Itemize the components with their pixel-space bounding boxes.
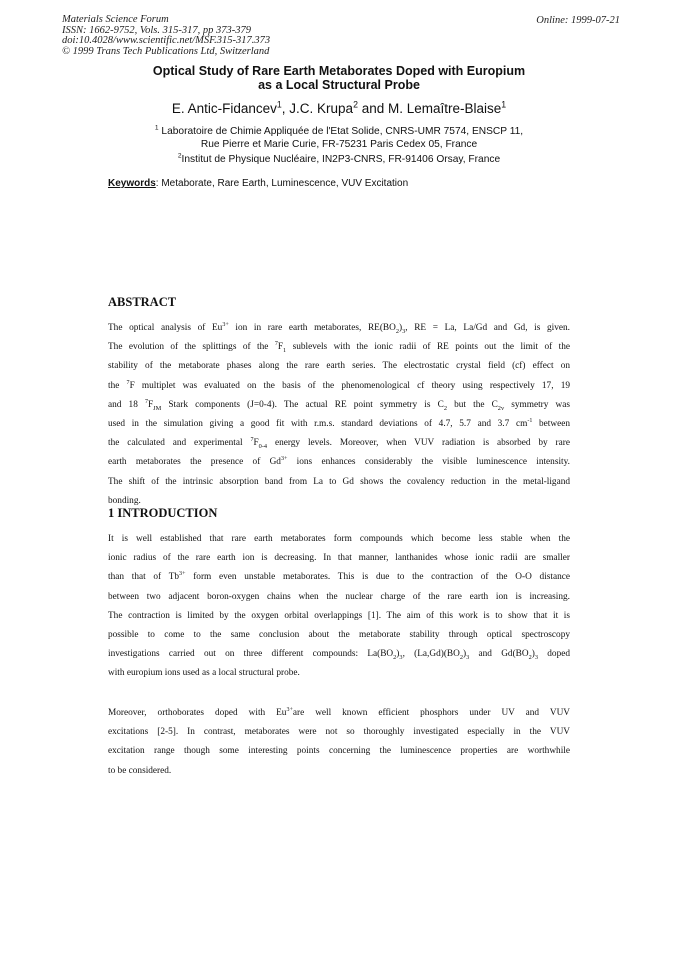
issn-line: ISSN: 1662-9752, Vols. 315-317, pp 373-379 (62, 24, 251, 36)
affiliation-marker: 1 (276, 99, 282, 110)
affiliation-text: Laboratoire de Chimie Appliquée de l'Etat Solide, CNRS-UMR 7574, ENSCP 11, (161, 126, 524, 137)
journal-name: Materials Science Forum (62, 14, 169, 25)
text-line: excitations [2-5]. In contrast, metaborates were not so thoroughly investigated especially in the VUV (108, 727, 570, 738)
affiliation-text: Institut de Physique Nucléaire, IN2P3-CNRS, FR-91406 Orsay, France (181, 154, 501, 165)
author-separator: and (357, 101, 388, 116)
online-date: Online: 1999-07-21 (536, 15, 620, 26)
affiliation-marker: 2 (353, 99, 358, 110)
publication-info (62, 15, 270, 57)
text-line: The shift of the intrinsic absorption band from La to Gd shows the covalency reduction in the metal-ligand (108, 476, 570, 487)
text-line: It is well established that rare earth metaborates form compounds which become less stable when the (108, 534, 570, 544)
text-line: stability of the metaborate phases along the rare earth series. The electrostatic crystal field (cf) effect on (108, 361, 570, 372)
text-line: The evolution of the splittings of the $^7F_1$ sublevels with the ionic radii of RE points out the limit of the (108, 341, 570, 355)
text-line: to be considered. (108, 765, 172, 776)
affiliation-marker: 1 (154, 124, 159, 132)
author-name: E. Antic-Fidancev (171, 101, 277, 116)
keywords-label: Keywords (108, 178, 156, 189)
text-line: used in the simulation giving a good fit with r.m.s. standard deviations of 4.7, 5.7 and 3.7 $cm^{-1}$ between (108, 417, 570, 429)
affiliation-1-line-2: Rue Pierre et Marie Curie, FR-75231 Paris Cedex 05, France (200, 138, 478, 150)
affiliation-marker: 1 (501, 99, 507, 110)
copyright-line: © 1999 Trans Tech Publications Ltd, Switzerland (62, 45, 270, 57)
paper-title (0, 64, 678, 92)
affiliation-marker: 2 (177, 152, 182, 160)
doi-line[interactable]: doi:10.4028/www.scientific.net/MSF.315-317.373 (62, 35, 271, 46)
text-line: possible to come to the same conclusion about the metaborate stability through optical spectroscopy (108, 629, 570, 640)
text-line: excitation range though some interesting points concerning the luminescence properties are worthwhile (108, 746, 570, 757)
text-line: between two adjacent boron-oxygen chains when the nuclear charge of the rare earth ion is increasing. (108, 591, 570, 602)
affiliation-2-line-1 (0, 154, 678, 167)
text-line: investigations carried out on three different compounds: $La(BO_2)_3$, $(La,Gd)(BO_2)_3$ and $Gd(BO_2)_3$ doped (108, 649, 570, 661)
text-line: earth metaborates the presence of $Gd^{3+}$ ions enhances considerably the visible luminescence intensity. (108, 456, 570, 468)
text-line: and 18 $^7F_{JM}$ Stark components (J=0-4). The actual RE point symmetry is $C_2$ but the $C_{2v}$ symmetry was (108, 398, 570, 412)
keywords-colon: : (155, 178, 159, 189)
text-line: with europium ions used as a local structural probe. (108, 668, 300, 679)
text-line: The optical analysis of $Eu^{3+}$ ion in rare earth metaborates, $RE(BO_2)_3$, RE = La, La/Gd and Gd, is given. (108, 321, 570, 335)
title-line-1: Optical Study of Rare Earth Metaborates Doped with Europium (152, 64, 526, 78)
text-line: the calculated and experimental $^7F_{0-4}$ energy levels. Moreover, when VUV radiation is absorbed by rare (108, 437, 570, 450)
text-line: than that of $Tb^{3+}$ form even unstable metaborates. This is due to the contraction of the O-O distance (108, 571, 570, 583)
abstract-body (108, 319, 570, 511)
author-name: M. Lemaître-Blaise (387, 101, 502, 116)
text-line: ionic radius of the rare earth ion is decreasing. In that manner, lanthanides whose ionic radii are smaller (108, 553, 570, 564)
introduction-heading: 1 INTRODUCTION (108, 506, 218, 520)
affiliation-2 (0, 154, 678, 167)
text-line: bonding. (108, 495, 141, 506)
author-name: J.C. Krupa (289, 101, 354, 116)
text-line: Moreover, orthoborates doped with $Eu^{3+}are$ well known efficient phosphors under UV and VUV (108, 706, 570, 718)
affiliation-1 (0, 126, 678, 151)
keywords-text: Metaborate, Rare Earth, Luminescence, VUV Excitation (158, 178, 409, 189)
abstract-heading: ABSTRACT (108, 295, 177, 309)
introduction-paragraph-2 (108, 704, 570, 781)
affiliation-1-line-1 (0, 126, 678, 139)
text-line: the $^7$F multiplet was evaluated on the basis of the phenomenological cf theory using respectively 17, 19 (108, 379, 570, 391)
title-line-2: as a Local Structural Probe (258, 78, 420, 92)
text-line: The contraction is limited by the oxygen orbital overlappings [1]. The aim of this work is to show that it is (108, 610, 570, 621)
introduction-paragraph-1 (108, 530, 570, 684)
author-separator: , (281, 101, 290, 116)
author-list (0, 101, 678, 116)
keywords (108, 178, 408, 189)
